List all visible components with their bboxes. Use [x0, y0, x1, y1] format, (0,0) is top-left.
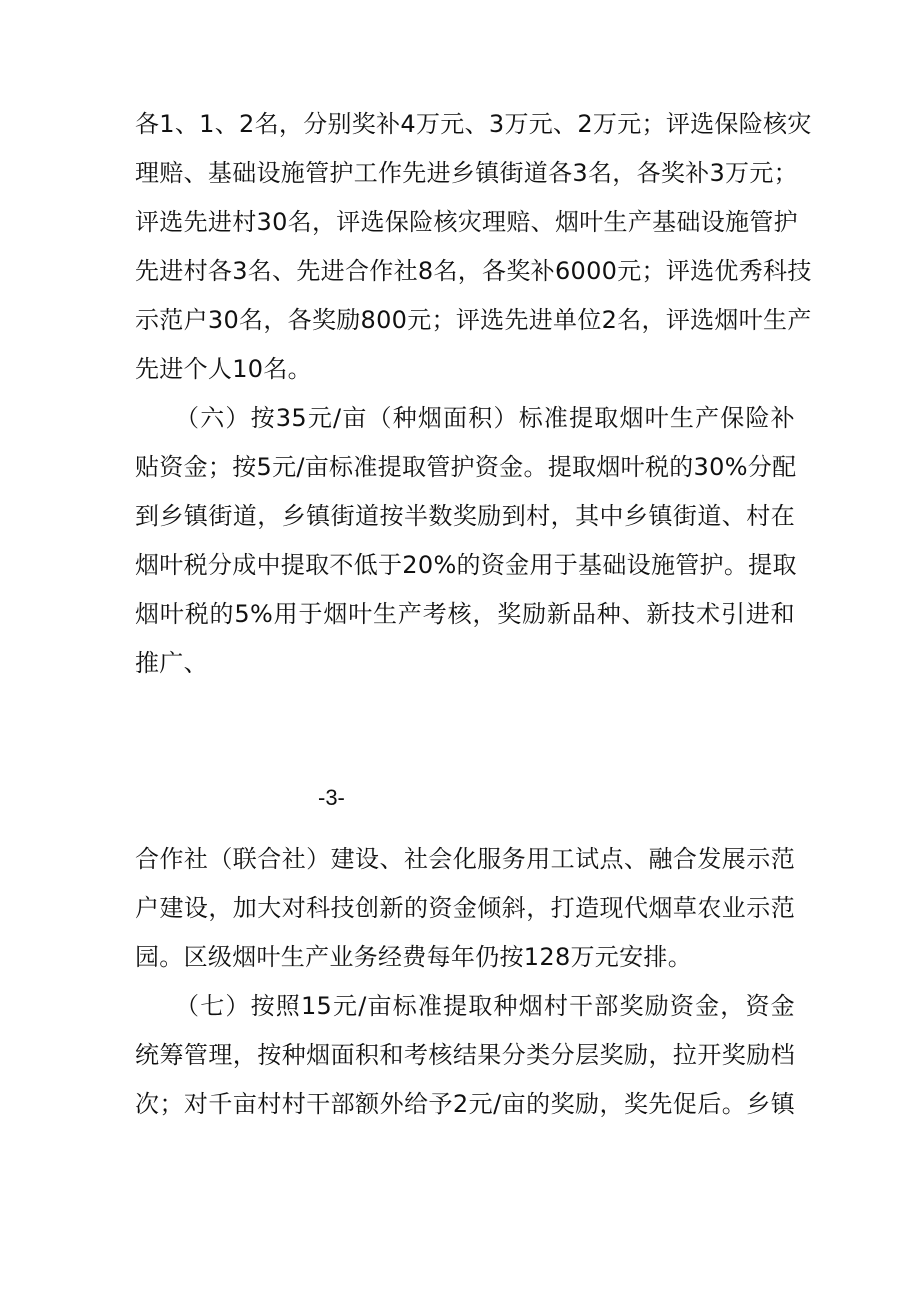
- text-line: 烟叶税的5%用于烟叶生产考核，奖励新品种、新技术引进和: [135, 600, 795, 628]
- text-line: 户建设，加大对科技创新的资金倾斜，打造现代烟草农业示范: [135, 894, 795, 922]
- page-number: -3-: [318, 785, 345, 810]
- paragraph-six-start: （六）按35元/亩（种烟面积）标准提取烟叶生产保险补: [175, 404, 795, 432]
- text-line: 示范户30名，各奖励800元；评选先进单位2名，评选烟叶生产: [135, 306, 812, 334]
- text-line: 到乡镇街道，乡镇街道按半数奖励到村，其中乡镇街道、村在: [135, 502, 795, 530]
- text-line: 次；对千亩村村干部额外给予2元/亩的奖励，奖先促后。乡镇: [135, 1090, 795, 1118]
- text-line: 统筹管理，按种烟面积和考核结果分类分层奖励，拉开奖励档: [135, 1041, 795, 1069]
- text-line: 合作社（联合社）建设、社会化服务用工试点、融合发展示范: [135, 845, 795, 873]
- text-block-lower: [135, 835, 795, 1129]
- text-line: 先进个人10名。: [135, 355, 312, 383]
- text-line: 贴资金；按5元/亩标准提取管护资金。提取烟叶税的30%分配: [135, 453, 797, 481]
- text-block-upper: [135, 100, 812, 688]
- text-line: 先进村各3名、先进合作社8名，各奖补6000元；评选优秀科技: [135, 257, 812, 285]
- text-line: 烟叶税分成中提取不低于20%的资金用于基础设施管护。提取: [135, 551, 797, 579]
- text-line: 评选先进村30名，评选保险核灾理赔、烟叶生产基础设施管护: [135, 208, 798, 236]
- paragraph-seven-start: （七）按照15元/亩标准提取种烟村干部奖励资金，资金: [175, 992, 795, 1020]
- text-line: 推广、: [135, 649, 208, 677]
- text-line: 园。区级烟叶生产业务经费每年仍按128万元安排。: [135, 943, 693, 971]
- text-line: 理赔、基础设施管护工作先进乡镇街道各3名，各奖补3万元；: [135, 159, 798, 187]
- text-line: 各1、1、2名，分别奖补4万元、3万元、2万元；评选保险核灾: [135, 110, 812, 138]
